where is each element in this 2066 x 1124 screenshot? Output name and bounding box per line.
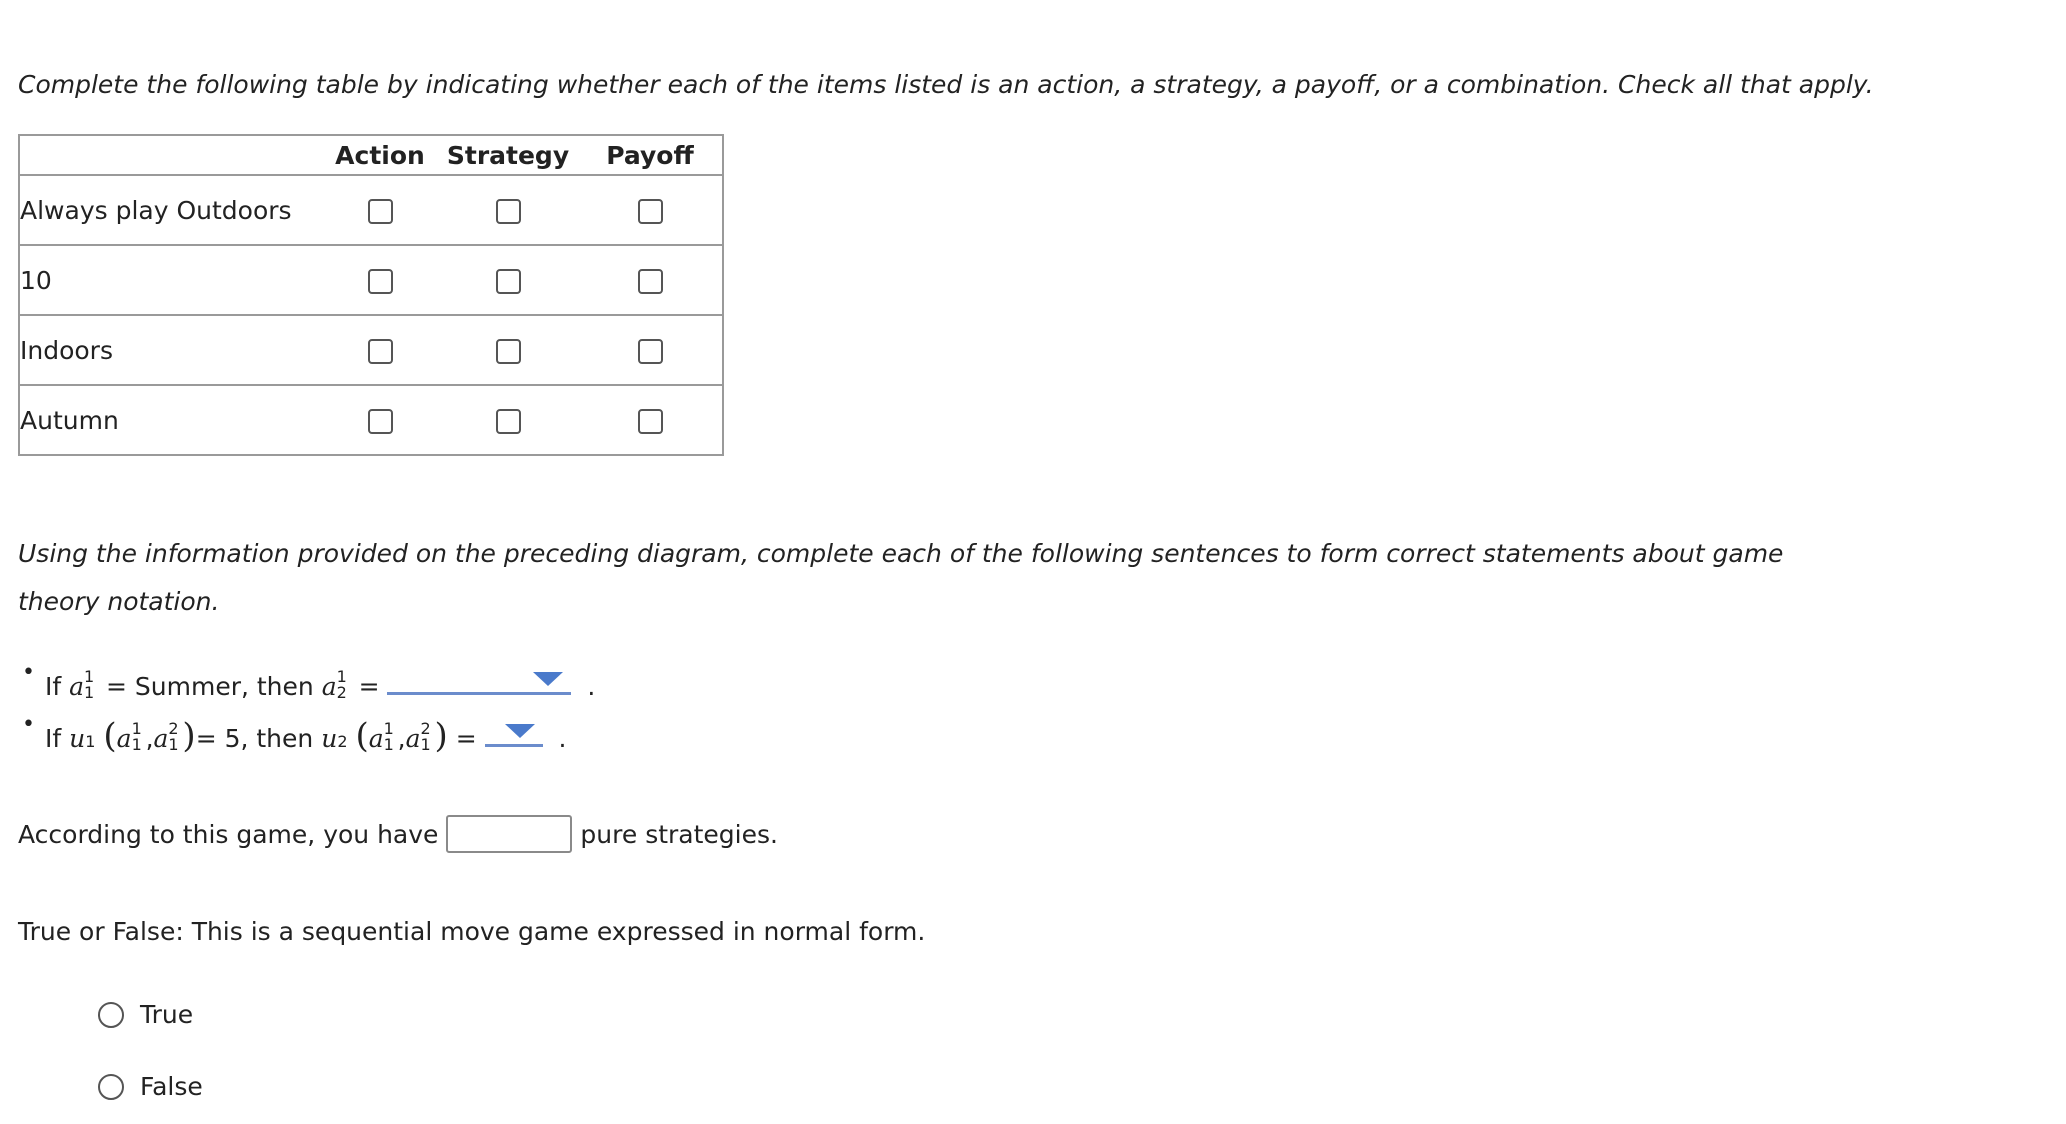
- header-strategy: Strategy: [446, 140, 570, 170]
- header-payoff: Payoff: [606, 140, 694, 170]
- pure-strategies-sentence: [18, 815, 778, 853]
- a-symbol: a: [153, 724, 169, 753]
- if-text: If: [45, 724, 62, 753]
- pure-strategies-input[interactable]: [446, 815, 572, 853]
- a-symbol: a: [368, 724, 384, 753]
- right-paren: ): [182, 716, 196, 756]
- table-row: [19, 175, 723, 245]
- payoff-checkbox[interactable]: [638, 269, 663, 294]
- answer-dropdown-1[interactable]: [387, 662, 571, 695]
- false-label: False: [140, 1072, 203, 1101]
- radio-button[interactable]: [98, 1002, 124, 1028]
- dropdown-arrow-icon: [505, 724, 535, 738]
- header-action: Action: [335, 140, 425, 170]
- subscript: 1: [420, 735, 431, 754]
- if-text: If: [45, 672, 62, 701]
- period: .: [558, 724, 567, 753]
- pure-before-text: According to this game, you have: [18, 819, 439, 849]
- pure-after-text: pure strategies.: [580, 819, 778, 849]
- table-row: [19, 245, 723, 315]
- superscript: 1: [336, 667, 347, 686]
- payoff-checkbox[interactable]: [638, 339, 663, 364]
- true-label: True: [140, 1000, 194, 1029]
- u-symbol: u: [69, 724, 86, 753]
- header-blank: [19, 135, 322, 175]
- superscript: 1: [85, 732, 96, 751]
- strategy-checkbox[interactable]: [496, 199, 521, 224]
- equals-sign: =: [358, 672, 380, 701]
- notation-instruction: Using the information provided on the preceding diagram, complete each of the following sentences to form correct statements about game theory notation.: [18, 539, 1784, 616]
- false-option[interactable]: [98, 1072, 203, 1101]
- answer-dropdown-2[interactable]: [485, 714, 543, 747]
- comma: ,: [145, 724, 154, 753]
- equals-sign: =: [455, 724, 477, 753]
- action-checkbox[interactable]: [368, 199, 393, 224]
- row-label: 10: [19, 245, 322, 315]
- strategy-checkbox[interactable]: [496, 409, 521, 434]
- bullet-dot: •: [22, 660, 35, 685]
- true-false-question: True or False: This is a sequential move game expressed in normal form.: [18, 917, 926, 946]
- action-checkbox[interactable]: [368, 269, 393, 294]
- superscript: 2: [337, 732, 348, 751]
- strategy-checkbox[interactable]: [496, 269, 521, 294]
- true-option[interactable]: [98, 1000, 193, 1029]
- subscript: 1: [168, 735, 179, 754]
- table-header-row: [19, 135, 723, 175]
- payoff-checkbox[interactable]: [638, 409, 663, 434]
- table-row: [19, 385, 723, 455]
- superscript: 2: [168, 719, 179, 738]
- table-row: [19, 315, 723, 385]
- action-checkbox[interactable]: [368, 339, 393, 364]
- a-symbol: a: [405, 724, 421, 753]
- row-label: Indoors: [19, 315, 322, 385]
- bullet-dot: •: [22, 712, 35, 737]
- superscript: 1: [131, 719, 142, 738]
- instruction-text: Complete the following table by indicating whether each of the items listed is an action, a strategy, a payoff, or a combination. Check all that apply.: [18, 70, 1874, 99]
- action-checkbox[interactable]: [368, 409, 393, 434]
- period: .: [587, 672, 596, 701]
- left-paren: (: [355, 716, 369, 756]
- equals-five-text: = 5, then: [195, 724, 314, 753]
- strategy-checkbox[interactable]: [496, 339, 521, 364]
- a-symbol: a: [116, 724, 132, 753]
- subscript: 1: [383, 735, 394, 754]
- row-label: Autumn: [19, 385, 322, 455]
- dropdown-arrow-icon: [533, 672, 563, 686]
- superscript: 1: [84, 667, 95, 686]
- radio-button[interactable]: [98, 1074, 124, 1100]
- summer-text: = Summer, then: [106, 672, 314, 701]
- superscript: 2: [420, 719, 431, 738]
- right-paren: ): [434, 716, 448, 756]
- left-paren: (: [103, 716, 117, 756]
- row-label: Always play Outdoors: [19, 175, 322, 245]
- a-symbol: a: [69, 672, 85, 701]
- comma: ,: [397, 724, 406, 753]
- u-symbol: u: [321, 724, 338, 753]
- a-symbol: a: [321, 672, 337, 701]
- subscript: 1: [84, 683, 95, 702]
- payoff-checkbox[interactable]: [638, 199, 663, 224]
- subscript: 2: [336, 683, 347, 702]
- superscript: 1: [383, 719, 394, 738]
- subscript: 1: [131, 735, 142, 754]
- classification-table: [18, 134, 724, 456]
